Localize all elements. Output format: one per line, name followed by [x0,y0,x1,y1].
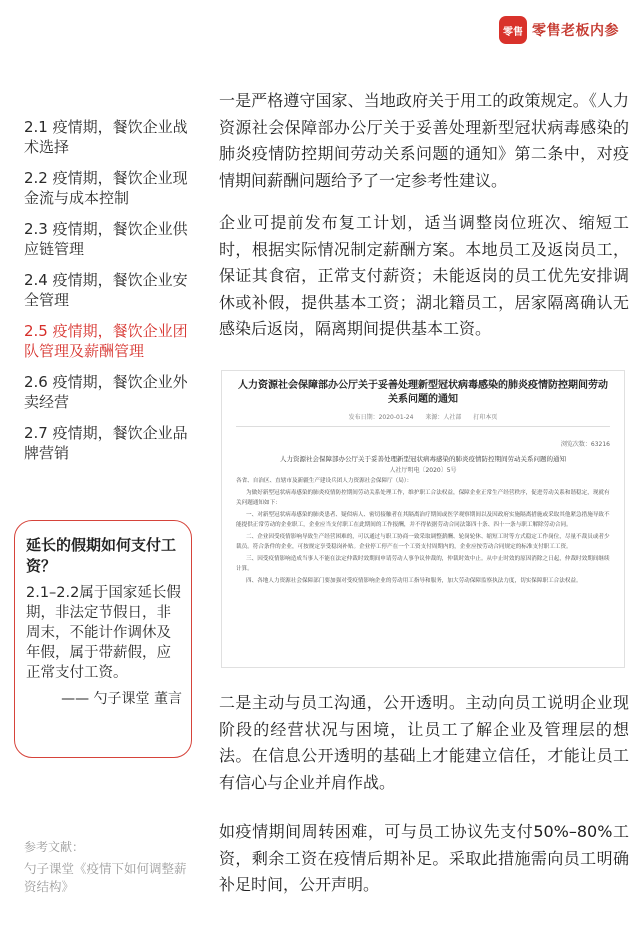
notice-line: 一、对新型冠状病毒感染的肺炎患者、疑似病人、密切接触者在其隔离治疗期间或医学观察期间以及因政府实施隔离措施或采取其他紧急措施导致不能提供正常劳动的企业职工，企业应当支付职工在此期间的工作报酬，并不得依据劳动合同法第四十条、四十一条与职工解除劳动合同。 [236,512,610,528]
notice-document-number: 人社厅明电〔2020〕5号 [389,467,457,474]
brand-logo-text: 零售老板内参 [532,23,619,39]
nav-item-2-3[interactable]: 2.3 疫情期，餐饮企业供应链管理 [24,220,188,258]
notice-line: 各省、自治区、直辖市及新疆生产建设兵团人力资源社会保障厅（局）： [236,478,413,484]
paragraph-policy: 一是严格遵守国家、当地政府关于用工的政策规定。《人力资源社会保障部办公厅关于妥善处理新型冠状病毒感染的肺炎疫情防控期间劳动关系问题的通知》第二条中，对疫情期间薪酬问题给予了一定参考性建议。 [219,91,629,190]
brand-logo [499,16,619,44]
brand-logo-mark: 零售 [499,16,527,44]
references [24,838,194,896]
callout-body: 2.1–2.2属于国家延长假期，非法定节假日，非周末，不能计作调休及年假，属于带薪假，应正常支付工资。 [26,585,181,681]
nav-item-2-2[interactable]: 2.2 疫情期，餐饮企业现金流与成本控制 [24,169,188,207]
nav-item-2-6[interactable]: 2.6 疫情期，餐饮企业外卖经营 [24,373,188,411]
notice-line: 为做好新型冠状病毒感染的肺炎疫情防控期间劳动关系处理工作，维护职工合法权益，保障企业正常生产经营秩序，促进劳动关系和谐稳定，现就有关问题通知如下： [236,490,610,506]
notice-line: 三、因受疫情影响造成当事人不能在法定仲裁时效期间申请劳动人事争议仲裁的，仲裁时效中止。从中止时效的原因消除之日起，仲裁时效期间继续计算。 [236,556,610,572]
paragraph-deferred-pay: 如疫情期间周转困难，可与员工协议先支付50%–80%工资，剩余工资在疫情后期补足。采取此措施需向员工明确补足时间，公开声明。 [219,822,629,894]
notice-meta: 发布日期：2020-01-24 来源：人社部 打印本页 [348,414,498,421]
callout-signature: —— 勺子课堂 董言 [61,691,182,707]
nav-item-2-1[interactable]: 2.1 疫情期，餐饮企业战术选择 [24,118,188,156]
faq-callout [14,520,192,758]
nav-item-2-4[interactable]: 2.4 疫情期，餐饮企业安全管理 [24,271,188,309]
nav-item-2-7[interactable]: 2.7 疫情期，餐饮企业品牌营销 [24,424,188,462]
nav-item-2-5[interactable]: 2.5 疫情期，餐饮企业团队管理及薪酬管理 [24,322,188,360]
notice-subtitle: 人力资源社会保障部办公厅关于妥善处理新型冠状病毒感染的肺炎疫情防控期间劳动关系问题的通知 [280,455,566,463]
notice-line: 四、各地人力资源社会保障部门要加强对受疫情影响企业的劳动用工指导和服务，加大劳动保障监察执法力度，切实保障职工合法权益。 [246,578,582,584]
paragraph-salary-plan: 企业可提前发布复工计划，适当调整岗位班次、缩短工时，根据实际情况制定薪酬方案。本地员工及返岗员工，保证其食宿，正常支付薪资；未能返岗的员工优先安排调休或补假，提供基本工资；湖北籍员工，居家隔离确认无感染后返岗，隔离期间提供基本工资。 [219,213,629,338]
paragraph-communication: 二是主动与员工沟通，公开透明。主动向员工说明企业现阶段的经营状况与困境，让员工了解企业及管理层的想法。在信息公开透明的基础上才能建立信任，才能让员工有信心与企业并肩作战。 [219,693,629,792]
chapter-nav [24,117,196,474]
references-label: 参考文献： [24,840,85,854]
notice-line: 二、企业因受疫情影响导致生产经营困难的，可以通过与职工协商一致采取调整薪酬、轮岗轮休、缩短工时等方式稳定工作岗位，尽量不裁员或者少裁员。符合条件的企业，可按规定享受稳岗补贴。企业停工停产在一个工资支付周期内的，企业应按劳动合同规定的标准支付职工工资。 [236,534,610,550]
notice-divider [236,426,610,427]
callout-title: 延长的假期如何支付工资？ [26,536,177,575]
reference-item: 勺子课堂《疫情下如何调整薪资结构》 [24,861,187,894]
notice-title: 人力资源社会保障部办公厅关于妥善处理新型冠状病毒感染的肺炎疫情防控期间劳动关系问题的通知 [238,380,608,405]
notice-view-count: 浏览次数：63216 [560,441,610,448]
notice-document-image [221,370,625,668]
